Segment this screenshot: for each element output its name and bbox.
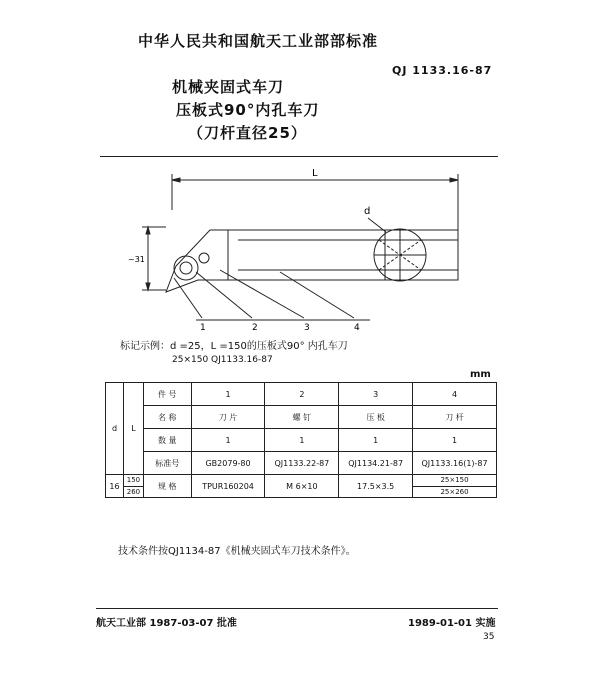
part-number: 2 xyxy=(265,383,339,406)
row-label: 标准号 xyxy=(143,452,191,475)
document-subtitle: 压板式90°内孔车刀 xyxy=(176,101,320,119)
header-rule xyxy=(100,156,498,157)
L-value: 150 xyxy=(123,475,143,487)
approval-date: 航天工业部 1987-03-07 批准 xyxy=(96,618,237,629)
row-label: 规 格 xyxy=(143,475,191,498)
standard-title: 中华人民共和国航天工业部部标准 xyxy=(138,32,379,50)
document-subtitle-note: （刀杆直径25） xyxy=(188,124,307,142)
callout-2: 2 xyxy=(252,323,258,333)
part-number: 3 xyxy=(339,383,413,406)
part-spec: M 6×10 xyxy=(265,475,339,498)
dim-L-label: L xyxy=(312,168,318,179)
callout-3: 3 xyxy=(304,323,310,333)
parts-table xyxy=(105,382,497,498)
part-quantity: 1 xyxy=(265,429,339,452)
L-value: 260 xyxy=(123,486,143,498)
d-value: 16 xyxy=(106,475,124,498)
part-number: 4 xyxy=(413,383,497,406)
part-quantity: 1 xyxy=(339,429,413,452)
part-spec: TPUR160204 xyxy=(191,475,265,498)
part-standard: QJ1133.22-87 xyxy=(265,452,339,475)
col-d-header: d xyxy=(106,383,124,475)
dim-d-label: d xyxy=(364,206,371,217)
part-quantity: 1 xyxy=(413,429,497,452)
part-standard: GB2079-80 xyxy=(191,452,265,475)
standard-code: QJ 1133.16-87 xyxy=(392,64,493,77)
dim-side-label: ~31 xyxy=(128,255,145,264)
tech-note: 技术条件按QJ1134-87《机械夹固式车刀技术条件》。 xyxy=(118,546,356,557)
callout-1: 1 xyxy=(200,323,206,333)
row-label: 数 量 xyxy=(143,429,191,452)
implementation-date: 1989-01-01 实施 xyxy=(408,618,496,629)
part-name: 螺 钉 xyxy=(265,406,339,429)
insert xyxy=(174,256,198,280)
row-label: 名 称 xyxy=(143,406,191,429)
example-line-2: 25×150 QJ1133.16-87 xyxy=(172,355,273,365)
part-spec: 17.5×3.5 xyxy=(339,475,413,498)
part-standard: QJ1133.16(1)-87 xyxy=(413,452,497,475)
part-standard: QJ1134.21-87 xyxy=(339,452,413,475)
part-name: 压 板 xyxy=(339,406,413,429)
row-label: 件 号 xyxy=(143,383,191,406)
part-name: 刀 杆 xyxy=(413,406,497,429)
callout-4: 4 xyxy=(354,323,360,333)
tool-drawing xyxy=(100,160,480,335)
part-name: 刀 片 xyxy=(191,406,265,429)
footer-rule xyxy=(96,608,498,609)
page-number: 35 xyxy=(483,632,495,642)
document-title: 机械夹固式车刀 xyxy=(172,78,285,96)
unit-label: mm xyxy=(470,369,491,380)
col-L-header: L xyxy=(123,383,143,475)
shank-spec: 25×150 xyxy=(413,475,497,487)
tool-head xyxy=(166,230,228,292)
example-line-1: 标记示例：d =25，L =150的压板式90° 内孔车刀 xyxy=(120,341,348,352)
shank-spec: 25×260 xyxy=(413,486,497,498)
part-number: 1 xyxy=(191,383,265,406)
part-quantity: 1 xyxy=(191,429,265,452)
